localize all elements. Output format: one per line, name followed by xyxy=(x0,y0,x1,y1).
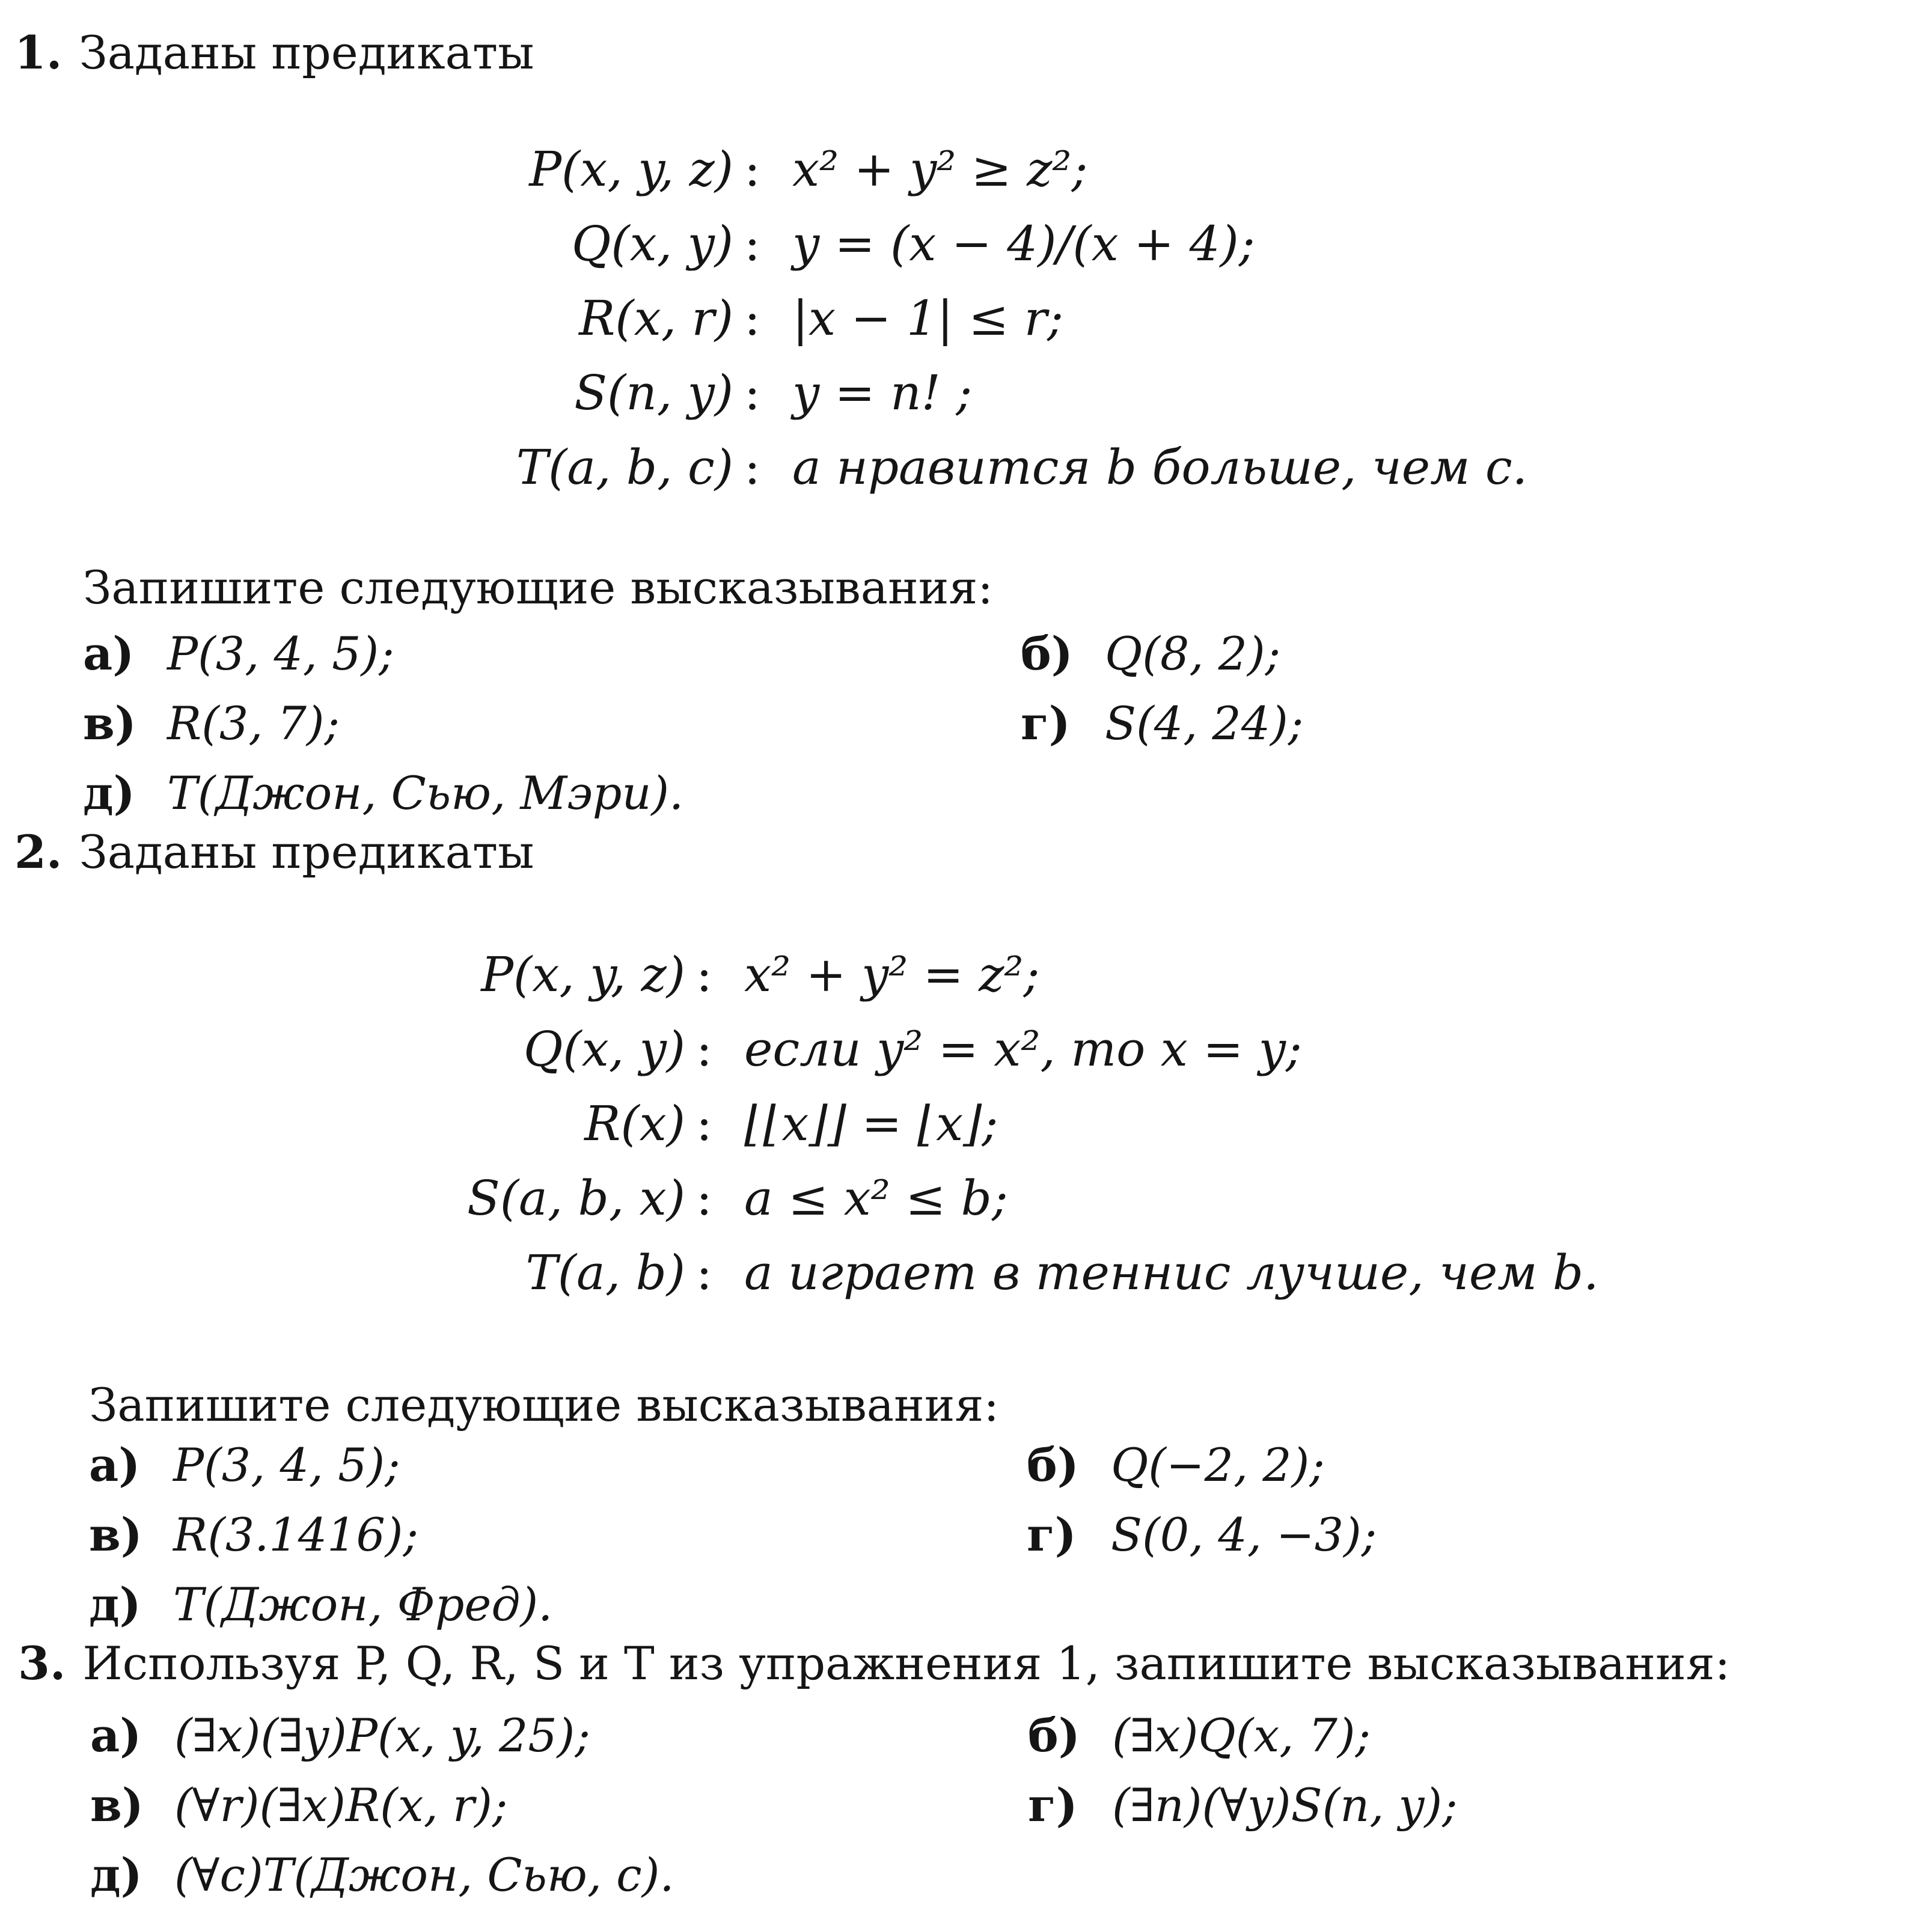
predicate-definition: x² + y² ≥ z²; xyxy=(792,141,1088,197)
task-expression: R(3, 7); xyxy=(167,697,340,750)
task-expression: Q(−2, 2); xyxy=(1111,1438,1325,1492)
predicate-row xyxy=(445,1236,1599,1310)
task-label: д) xyxy=(83,766,135,820)
task-row xyxy=(90,1771,1458,1840)
predicate-row xyxy=(445,1087,1599,1161)
predicate-colon: : xyxy=(696,1021,712,1077)
exercise-1-tasks xyxy=(83,619,1303,828)
exercise-1-prompt: Запишите следующие высказывания: xyxy=(83,561,993,614)
predicate-name: S(n, y) xyxy=(574,365,733,421)
task-label: а) xyxy=(89,1438,141,1492)
predicate-definition: a играет в теннис лучше, чем b. xyxy=(744,1245,1599,1301)
exercise-2-title: Заданы предикаты xyxy=(79,825,534,879)
predicate-row xyxy=(445,1161,1599,1236)
task-expression: (∃x)Q(x, 7); xyxy=(1112,1709,1371,1762)
predicate-colon: : xyxy=(696,947,712,1002)
task-label: г) xyxy=(1021,697,1071,750)
predicate-row xyxy=(493,207,1527,281)
predicate-definition: если y² = x², то x = y; xyxy=(744,1021,1302,1077)
predicate-name: T(a, b, c) xyxy=(516,439,733,495)
predicate-name: S(a, b, x) xyxy=(467,1170,685,1226)
task-label: г) xyxy=(1027,1508,1077,1561)
task-expression: P(3, 4, 5); xyxy=(173,1438,400,1492)
predicate-colon: : xyxy=(744,141,760,197)
task-label: б) xyxy=(1028,1709,1080,1762)
predicate-colon: : xyxy=(696,1245,712,1301)
task-expression: T(Джон, Фред). xyxy=(173,1578,553,1631)
predicate-name: P(x, y, z) xyxy=(481,947,685,1002)
predicate-name: P(x, y, z) xyxy=(529,141,733,197)
exercise-2-heading xyxy=(14,823,534,881)
exercise-1-number: 1. xyxy=(14,26,63,79)
predicate-name: Q(x, y) xyxy=(571,216,733,272)
task-row xyxy=(83,758,1303,828)
task-expression: (∃n)(∀y)S(n, y); xyxy=(1112,1778,1458,1832)
predicate-row xyxy=(445,1012,1599,1087)
task-expression: Q(8, 2); xyxy=(1105,627,1281,680)
exercise-1-heading xyxy=(14,24,534,82)
task-row xyxy=(89,1500,1377,1570)
predicate-colon: : xyxy=(696,1096,712,1152)
task-label: а) xyxy=(83,627,135,680)
task-label: в) xyxy=(83,697,136,750)
predicate-colon: : xyxy=(744,439,760,495)
exercise-1-predicates xyxy=(493,132,1527,505)
exercise-2-number: 2. xyxy=(14,825,63,879)
predicate-definition: y = n! ; xyxy=(792,365,973,421)
exercise-2-tasks xyxy=(89,1430,1377,1640)
task-row xyxy=(90,1840,1458,1910)
task-expression: R(3.1416); xyxy=(173,1508,419,1561)
predicate-row xyxy=(493,281,1527,356)
task-expression: S(0, 4, −3); xyxy=(1111,1508,1377,1561)
exercise-1-title: Заданы предикаты xyxy=(79,26,534,79)
task-expression: S(4, 24); xyxy=(1105,697,1304,750)
task-label: в) xyxy=(90,1778,144,1832)
task-row xyxy=(90,1701,1458,1771)
task-label: в) xyxy=(89,1508,142,1561)
exercise-3-heading xyxy=(18,1635,1730,1692)
task-expression: P(3, 4, 5); xyxy=(167,627,394,680)
predicate-definition: x² + y² = z²; xyxy=(744,947,1040,1002)
predicate-definition: |x − 1| ≤ r; xyxy=(792,290,1063,346)
task-label: б) xyxy=(1021,627,1073,680)
exercise-3-title: Используя P, Q, R, S и T из упражнения 1, запишите высказывания: xyxy=(82,1637,1731,1690)
task-label: б) xyxy=(1027,1438,1079,1492)
task-label: д) xyxy=(90,1848,142,1902)
task-label: а) xyxy=(90,1709,142,1762)
predicate-definition: a нравится b больше, чем c. xyxy=(792,439,1528,495)
task-label: д) xyxy=(89,1578,141,1631)
task-expression: (∀r)(∃x)R(x, r); xyxy=(174,1778,508,1832)
task-expression: (∀c)T(Джон, Сью, c). xyxy=(174,1848,674,1902)
task-row xyxy=(83,619,1303,689)
predicate-row xyxy=(445,938,1599,1012)
task-row xyxy=(89,1430,1377,1500)
predicate-name: R(x, r) xyxy=(579,290,733,346)
predicate-row xyxy=(493,430,1527,505)
predicate-definition: a ≤ x² ≤ b; xyxy=(744,1170,1008,1226)
predicate-colon: : xyxy=(744,365,760,421)
task-label: г) xyxy=(1028,1778,1078,1832)
task-expression: (∃x)(∃y)P(x, y, 25); xyxy=(174,1709,590,1762)
predicate-definition: ⌊⌊x⌋⌋ = ⌊x⌋; xyxy=(744,1096,998,1152)
task-expression: T(Джон, Сью, Мэри). xyxy=(167,766,684,820)
predicate-name: R(x) xyxy=(584,1096,685,1152)
predicate-row xyxy=(493,356,1527,430)
predicate-name: T(a, b) xyxy=(525,1245,685,1301)
exercise-2-predicates xyxy=(445,938,1599,1310)
task-row xyxy=(83,689,1303,758)
predicate-colon: : xyxy=(696,1170,712,1226)
predicate-row xyxy=(493,132,1527,207)
task-row xyxy=(89,1570,1377,1640)
predicate-colon: : xyxy=(744,290,760,346)
predicate-name: Q(x, y) xyxy=(523,1021,685,1077)
exercise-3-tasks xyxy=(90,1701,1458,1910)
predicate-definition: y = (x − 4)/(x + 4); xyxy=(792,216,1255,272)
exercise-2-prompt: Запишите следующие высказывания: xyxy=(89,1378,999,1432)
predicate-colon: : xyxy=(744,216,760,272)
exercise-3-number: 3. xyxy=(18,1637,66,1690)
